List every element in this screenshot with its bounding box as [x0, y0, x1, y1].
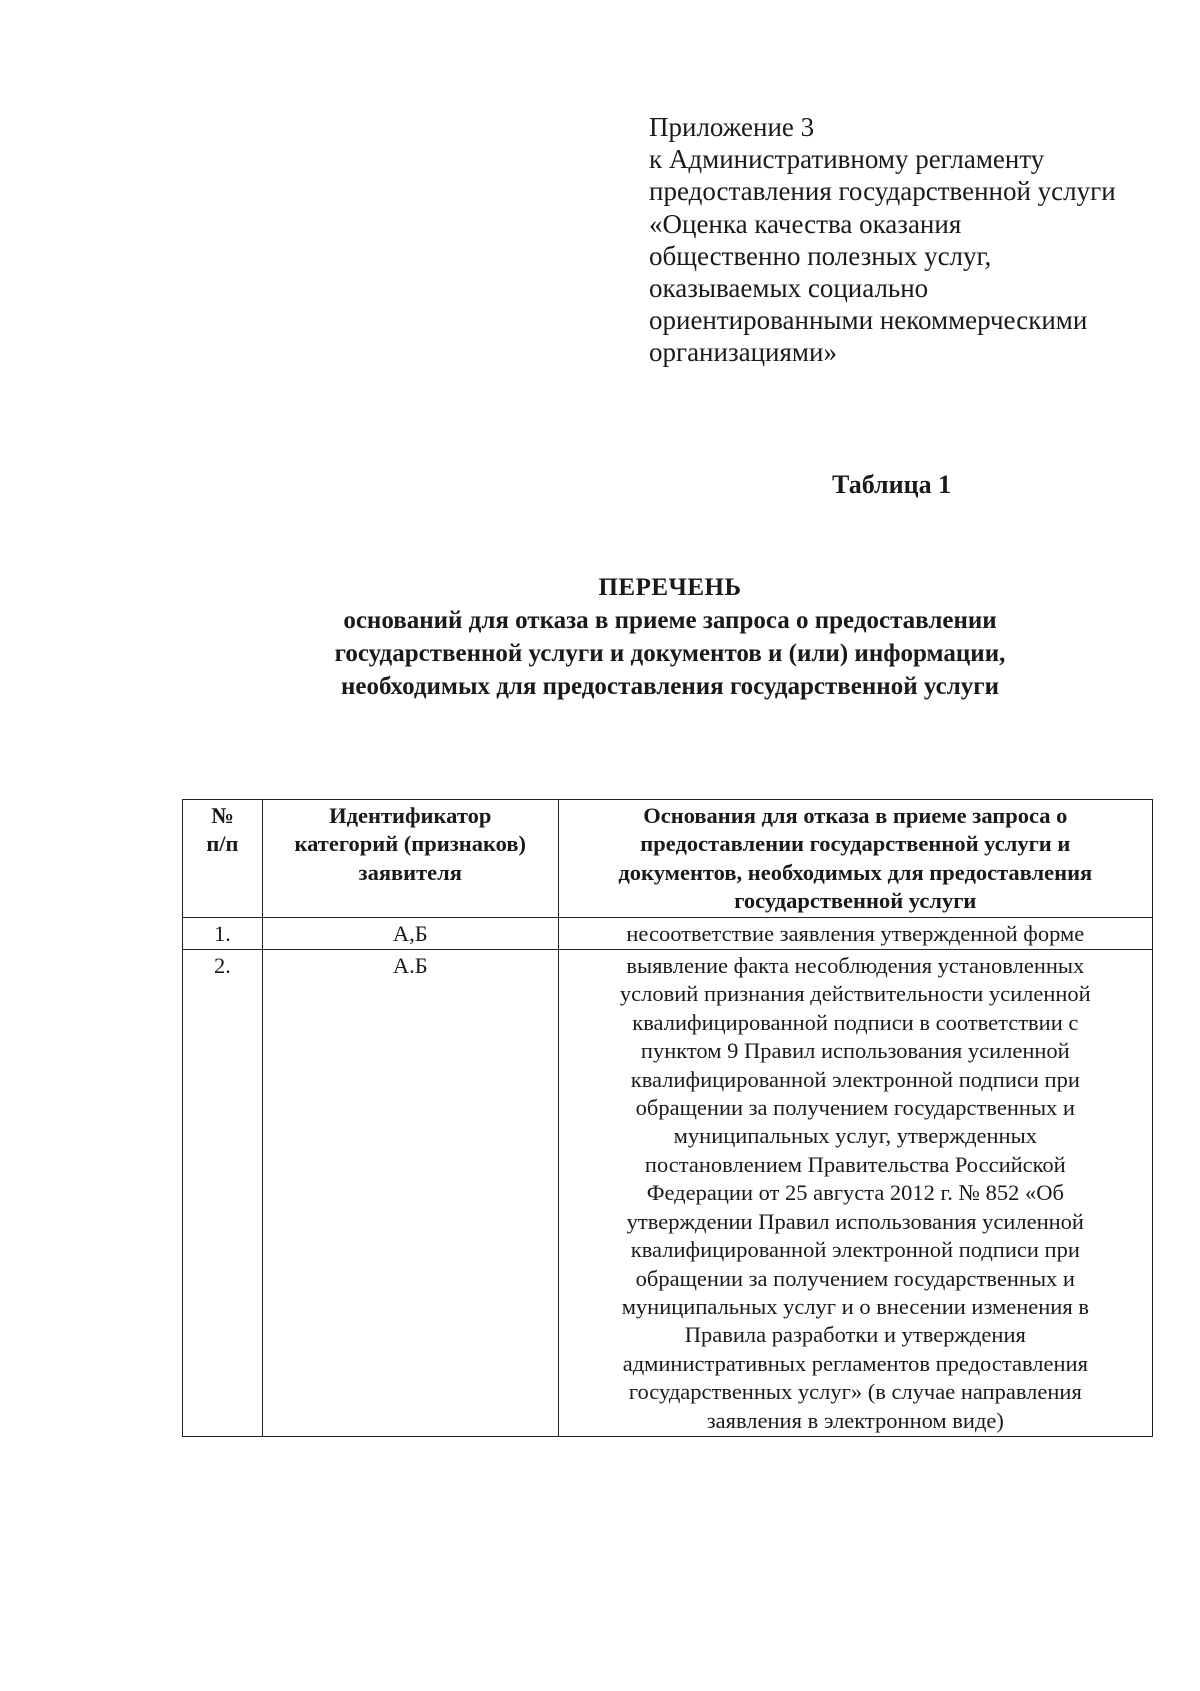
- grounds-line: квалифицированной электронной подписи при: [630, 1066, 1080, 1092]
- grounds-line: выявление факта несоблюдения установленных: [626, 953, 1085, 979]
- header-line: Идентификатор: [329, 803, 492, 828]
- header-line: категорий (признаков): [294, 831, 526, 857]
- table-header-row: [183, 800, 1153, 918]
- appendix-line: общественно полезных услуг,: [649, 240, 992, 271]
- subtitle-line: необходимых для предоставления государственной услуги: [341, 673, 999, 700]
- document-title: [170, 571, 1170, 703]
- appendix-line: Приложение 3: [649, 112, 815, 142]
- grounds-line: административных регламентов предоставления: [622, 1350, 1088, 1376]
- title-subtitle: [170, 604, 1170, 703]
- grounds-table: [182, 799, 1153, 1437]
- appendix-line: «Оценка качества оказания: [649, 208, 962, 239]
- header-line: государственной услуги: [734, 888, 977, 914]
- appendix-line: оказываемых социально: [649, 273, 929, 304]
- grounds-line: утверждении Правил использования усиленной: [626, 1208, 1084, 1234]
- grounds-line: государственных услуг» (в случае направления: [628, 1379, 1082, 1405]
- header-line: №: [211, 803, 234, 828]
- appendix-note: [649, 111, 1169, 369]
- grounds-line: постановлением Правительства Российской: [644, 1151, 1066, 1177]
- grounds-line: Правила разработки и утверждения: [684, 1322, 1026, 1348]
- row-num: 1.: [183, 917, 263, 949]
- grounds-line: муниципальных услуг и о внесении изменения в: [621, 1293, 1089, 1319]
- appendix-line: ориентированными некоммерческими: [649, 305, 1088, 336]
- grounds-line: обращении за получением государственных и: [635, 1265, 1075, 1291]
- appendix-line: к Административному регламенту: [649, 144, 1045, 175]
- grounds-line: условий признания действительности усиленной: [619, 981, 1091, 1007]
- grounds-line: заявления в электронном виде): [706, 1407, 1004, 1433]
- row-grounds: [558, 917, 1152, 949]
- grounds-line: квалифицированной подписи в соответствии с: [632, 1009, 1079, 1035]
- header-line: предоставлении государственной услуги и: [640, 831, 1071, 857]
- row-grounds: [558, 950, 1152, 1437]
- appendix-line: организациями»: [649, 337, 837, 368]
- header-identifier: [262, 800, 558, 918]
- header-num: [183, 800, 263, 918]
- grounds-line: пунктом 9 Правил использования усиленной: [640, 1038, 1070, 1064]
- grounds-line: квалифицированной электронной подписи при: [630, 1237, 1080, 1263]
- table-label: Таблица 1: [832, 470, 952, 499]
- subtitle-line: государственной услуги и документов и (или) информации,: [334, 640, 1006, 667]
- subtitle-line: оснований для отказа в приеме запроса о предоставлении: [343, 607, 997, 634]
- header-grounds: [558, 800, 1152, 918]
- header-line: документов, необходимых для предоставления: [618, 859, 1093, 885]
- header-line: Основания для отказа в приеме запроса о: [643, 803, 1068, 828]
- row-num: 2.: [183, 950, 263, 1437]
- grounds-line: несоответствие заявления утвержденной форме: [626, 920, 1085, 946]
- row-identifier: А,Б: [262, 917, 558, 949]
- title-main: ПЕРЕЧЕНЬ: [598, 574, 742, 601]
- header-line: п/п: [206, 831, 239, 857]
- header-line: заявителя: [358, 859, 462, 885]
- grounds-line: муниципальных услуг, утвержденных: [673, 1123, 1037, 1149]
- row-identifier: А.Б: [262, 950, 558, 1437]
- grounds-line: Федерации от 25 августа 2012 г. № 852 «Об: [646, 1180, 1064, 1206]
- appendix-line: предоставления государственной услуги: [649, 176, 1116, 207]
- table-row: [183, 917, 1153, 949]
- grounds-line: обращении за получением государственных и: [635, 1095, 1075, 1121]
- table-row: [183, 950, 1153, 1437]
